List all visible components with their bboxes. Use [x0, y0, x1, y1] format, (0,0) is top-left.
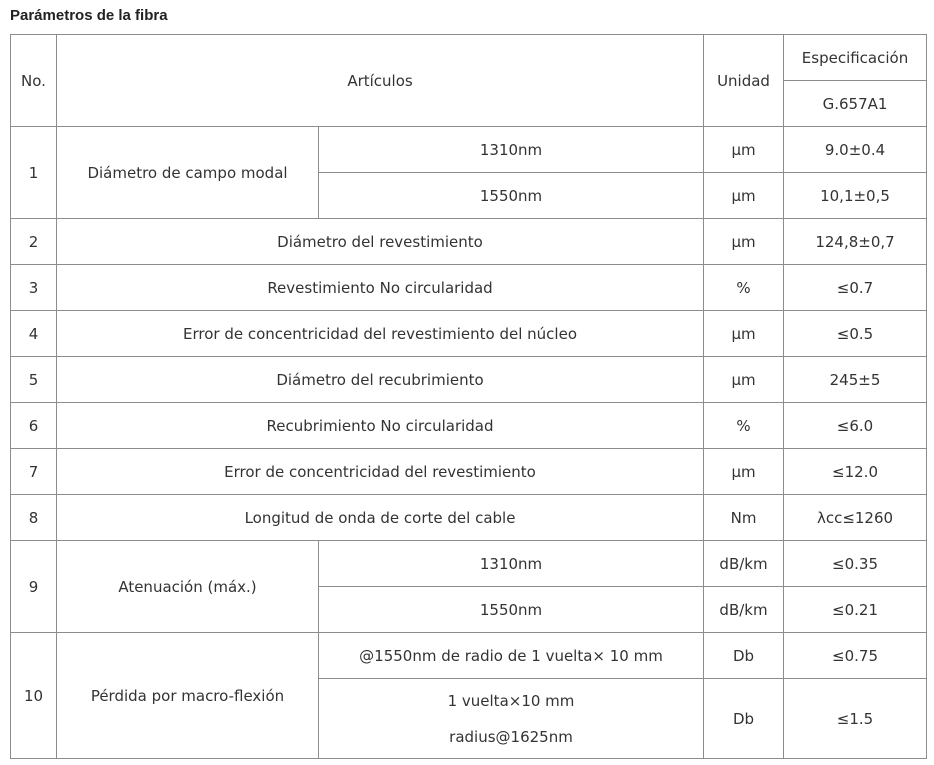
row-item: Diámetro de campo modal	[57, 127, 319, 219]
row-no: 8	[11, 495, 57, 541]
row-item: Revestimiento No circularidad	[57, 265, 704, 311]
row-value: ≤0.35	[784, 541, 927, 587]
header-items: Artículos	[57, 35, 704, 127]
row-unit: dB/km	[704, 541, 784, 587]
row-value: 245±5	[784, 357, 927, 403]
row-item: Diámetro del revestimiento	[57, 219, 704, 265]
row-no: 3	[11, 265, 57, 311]
row-no: 10	[11, 633, 57, 759]
row-condition: 1310nm	[319, 127, 704, 173]
fiber-parameters-table	[10, 34, 927, 759]
row-condition: 1550nm	[319, 173, 704, 219]
header-spec-model: G.657A1	[784, 81, 927, 127]
row-value: 10,1±0,5	[784, 173, 927, 219]
row-condition: 1550nm	[319, 587, 704, 633]
row-item: Error de concentricidad del revestimiento	[57, 449, 704, 495]
row-unit: %	[704, 265, 784, 311]
row-item: Longitud de onda de corte del cable	[57, 495, 704, 541]
row-item: Pérdida por macro-flexión	[57, 633, 319, 759]
row-item: Atenuación (máx.)	[57, 541, 319, 633]
table-row	[11, 403, 927, 449]
table-row	[11, 633, 927, 679]
row-no: 1	[11, 127, 57, 219]
table-row	[11, 449, 927, 495]
row-unit: Nm	[704, 495, 784, 541]
table-row	[11, 357, 927, 403]
row-value: ≤6.0	[784, 403, 927, 449]
row-no: 2	[11, 219, 57, 265]
table-row	[11, 127, 927, 173]
row-unit: µm	[704, 357, 784, 403]
row-value: 9.0±0.4	[784, 127, 927, 173]
row-unit: µm	[704, 311, 784, 357]
row-no: 4	[11, 311, 57, 357]
row-unit: µm	[704, 219, 784, 265]
row-no: 6	[11, 403, 57, 449]
condition-line: 1 vuelta×10 mm	[447, 691, 575, 710]
table-row	[11, 495, 927, 541]
row-value: ≤0.75	[784, 633, 927, 679]
row-value: ≤1.5	[784, 679, 927, 759]
row-value: ≤0.7	[784, 265, 927, 311]
table-row	[11, 265, 927, 311]
row-condition: @1550nm de radio de 1 vuelta× 10 mm	[319, 633, 704, 679]
row-condition	[319, 679, 704, 759]
row-value: λcc≤1260	[784, 495, 927, 541]
row-value: ≤0.21	[784, 587, 927, 633]
row-value: 124,8±0,7	[784, 219, 927, 265]
row-unit: dB/km	[704, 587, 784, 633]
header-no: No.	[11, 35, 57, 127]
row-item: Diámetro del recubrimiento	[57, 357, 704, 403]
row-unit: µm	[704, 127, 784, 173]
row-unit: %	[704, 403, 784, 449]
row-condition: 1310nm	[319, 541, 704, 587]
row-unit: Db	[704, 633, 784, 679]
table-row	[11, 219, 927, 265]
table-row	[11, 541, 927, 587]
page-title: Parámetros de la fibra	[10, 7, 168, 24]
row-no: 7	[11, 449, 57, 495]
row-unit: µm	[704, 449, 784, 495]
row-no: 9	[11, 541, 57, 633]
row-value: ≤0.5	[784, 311, 927, 357]
row-item: Error de concentricidad del revestimiento del núcleo	[57, 311, 704, 357]
row-unit: Db	[704, 679, 784, 759]
row-value: ≤12.0	[784, 449, 927, 495]
header-row	[11, 35, 927, 81]
table-row	[11, 311, 927, 357]
row-no: 5	[11, 357, 57, 403]
condition-line: radius@1625nm	[449, 727, 573, 746]
header-spec: Especificación	[784, 35, 927, 81]
header-unit: Unidad	[704, 35, 784, 127]
row-unit: µm	[704, 173, 784, 219]
row-item: Recubrimiento No circularidad	[57, 403, 704, 449]
